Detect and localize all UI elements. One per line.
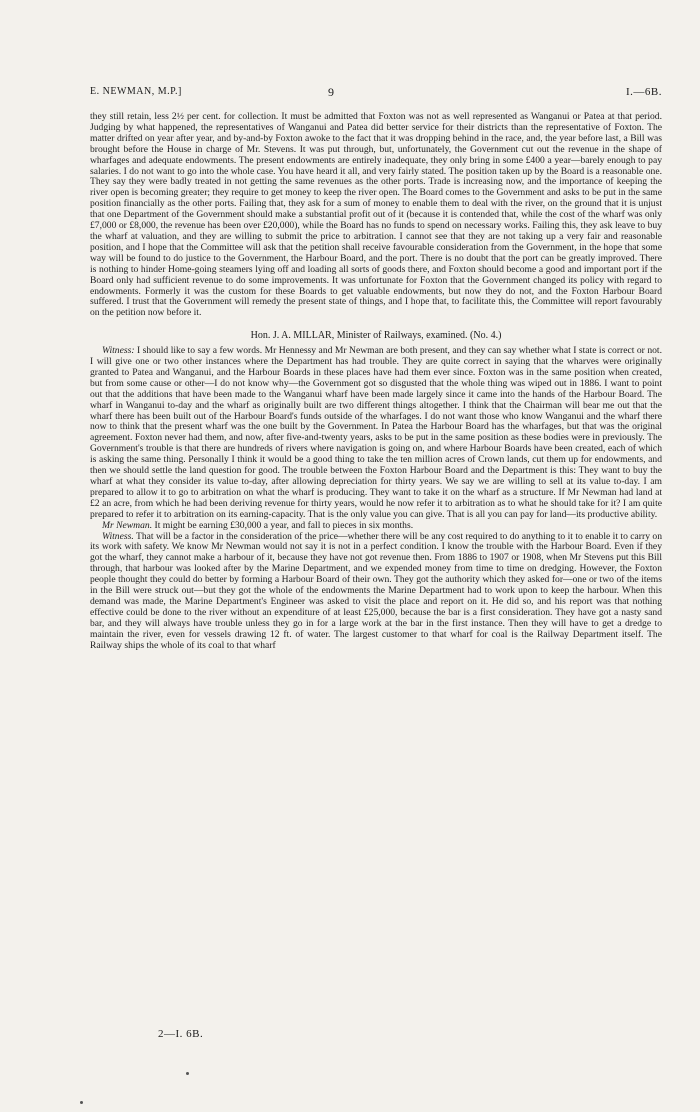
- page-header: [90, 86, 662, 100]
- newman-label: Mr Newman.: [102, 519, 153, 531]
- signature-mark: 2—I. 6B.: [158, 1028, 204, 1040]
- witness2-text: That will be a factor in the consideration of the price—whether there will be any cost required to do anything to it to enable it to carry on its work with safety. We know Mr Newman would not say it is not in a perfect condition. I know the trouble with the Harbour Board. Even if they got the wharf, they cannot make a harbour of it, because they have not got revenue then. From 1886 to 1907 or 1908, when Mr Stevens put this Bill through, that harbour was looked after by the Marine Department, and we expended money from time to time on dredging. However, the Foxton people thought they could do better by forming a Harbour Board of their own. They got the authority which they asked for—one or two of the items in the Bill were struck out—but they got the whole of the endowments the Marine Department had to work upon to keep the harbour. When this demand was made, the Marine Department's Engineer was asked to visit the place and report on it. He did so, and his report was that nothing effective could be done to the river without an expenditure of at least £25,000, because the bar is a first consideration. They have got a nasty sand bar, and they will always have trouble unless they go in for a large work at the bar in the first instance. Then they will have to get a dredge to maintain the river, even for vessels drawing 12 ft. of water. The largest customer to that wharf for coal is the Railway Department itself. The Railway ships the whole of its coal to that wharf: [90, 530, 662, 651]
- ink-dot: [186, 1072, 189, 1075]
- witness-heading: Hon. J. A. MILLAR, Minister of Railways, examined. (No. 4.): [250, 330, 502, 342]
- paragraph-witness-answer: [90, 532, 662, 652]
- witness-label: Witness:: [102, 345, 135, 357]
- ink-dot: [80, 1101, 83, 1104]
- witness2-label: Witness.: [102, 530, 134, 542]
- page-number: 9: [328, 85, 335, 99]
- header-right: I.—6B.: [626, 86, 662, 98]
- paragraph-witness: [90, 346, 662, 521]
- header-left: E. NEWMAN, M.P.]: [90, 86, 182, 97]
- paragraph-newman: they still retain, less 2½ per cent. for collection. It must be admitted that Foxton was not as well represented as Wanganui or Patea at that period. Judging by what happened, the representatives of Wanganui and Patea did better service for their districts than the representative of Foxton. The matter drifted on year after year, and by-and-by Foxton awoke to the fact that it was dropping behind in the race, and, the year before last, a Bill was brought before the House in charge of Mr. Stevens. It was put through, but, unfortunately, the Government cut out the revenue in the shape of wharfages and adequate endowments. The present endowments are entirely inadequate, they only bring in some £400 a year—barely enough to pay salaries. I do not want to go into the whole case. You have heard it all, and very fairly stated. The position taken up by the Board is a reasonable one. They say they were badly treated in not getting the same revenues as the other ports. Trade is increasing now, and the importance of keeping the river open is becoming greater; they require to get money to keep the river open. The Board comes to the Government and asks to be put in the same position financially as the other ports. Failing that, they ask for a sum of money to enable them to deal with the river, on the ground that it is unjust that one Department of the Government should make a substantial profit out of it (because it is contended that, while the cost of the wharf was only £7,000 or £8,000, the revenue has been over £20,000), while the Board has no funds to spend on necessary works. Failing this, they ask leave to buy the wharf at valuation, and they are willing to submit the price to arbitration. I cannot see that they are not taking up a very fair and reasonable position, and I hope that the Committee will ask that the petition shall receive favourable consideration from the Government, in the hope that some way will be found to do justice to the Government, the Harbour Board, and the port. There is no doubt that the port can be greatly improved. There is nothing to hinder Home-going steamers lying off and loading all sorts of goods there, and Foxton should become a good and important port if the Board only had sufficient revenue to do some improvements. It was unfortunate for Foxton that the Government changed its policy with regard to endowments. Formerly it was the custom for these Boards to get valuable endowments, but now they do not, and the Foxton Harbour Board suffered. I trust that the Government will remedy the present state of things, and I hope that, to facilitate this, the Committee will report favourably on the petition now before it.: [90, 111, 662, 319]
- newman-text: It might be earning £30,000 a year, and fall to pieces in six months.: [154, 519, 414, 531]
- page-body: [90, 112, 662, 652]
- witness-text: I should like to say a few words. Mr Hennessy and Mr Newman are both present, and they can say whether what I state is correct or not. I will give one or two other instances where the Department has had trouble. They are quite correct in saying that the wharves were originally granted to Patea and Wanganui, and the Harbour Boards in these places have had them ever since. Foxton was in the same position when created, but from some cause or other—I do not know why—the Government got so disgusted that the whole thing was wiped out in 1886. I want to point out that the additions that have been made to the Wanganui wharf have been made largely since it came into the hands of the Harbour Board. The wharf in Wanganui to-day and the wharf as originally built are two different things altogether. I think that the Chairman will bear me out that the wharf there has been built out of the Harbour Board's funds outside of the wharfages. I do not want those who know Wanganui and the wharf there now to think that the present wharf was the one built by the Government. In Patea the Harbour Board has the wharfages, but that was the original agreement. Foxton never had them, and now, after five-and-twenty years, asks to be put in the same position as these bodies were in previously. The Government's trouble is that there are hundreds of rivers where navigation is going on, and where Harbour Boards have been created, each of which is asking the same thing. Personally I think it would be a good thing to take the ten million acres of Crown lands, cut them up for endowments, and then we should settle the land question for good. The trouble between the Foxton Harbour Board and the Department is this: They want to buy the wharf at what they consider its value to-day, after allowing depreciation for thirty years. We say we are willing to sell at its value to-day. I am prepared to allow it to go to arbitration on what the wharf is producing. They want to take it on the wharf as a structure. If Mr Newman had land at £2 an acre, from which he had been deriving revenue for thirty years, would he now refer it to arbitration as to what he should take for it? I am quite prepared to refer it to arbitration on its earning-capacity. That is the only value you can give. That is all you can pay for land—its productive ability.: [90, 345, 662, 520]
